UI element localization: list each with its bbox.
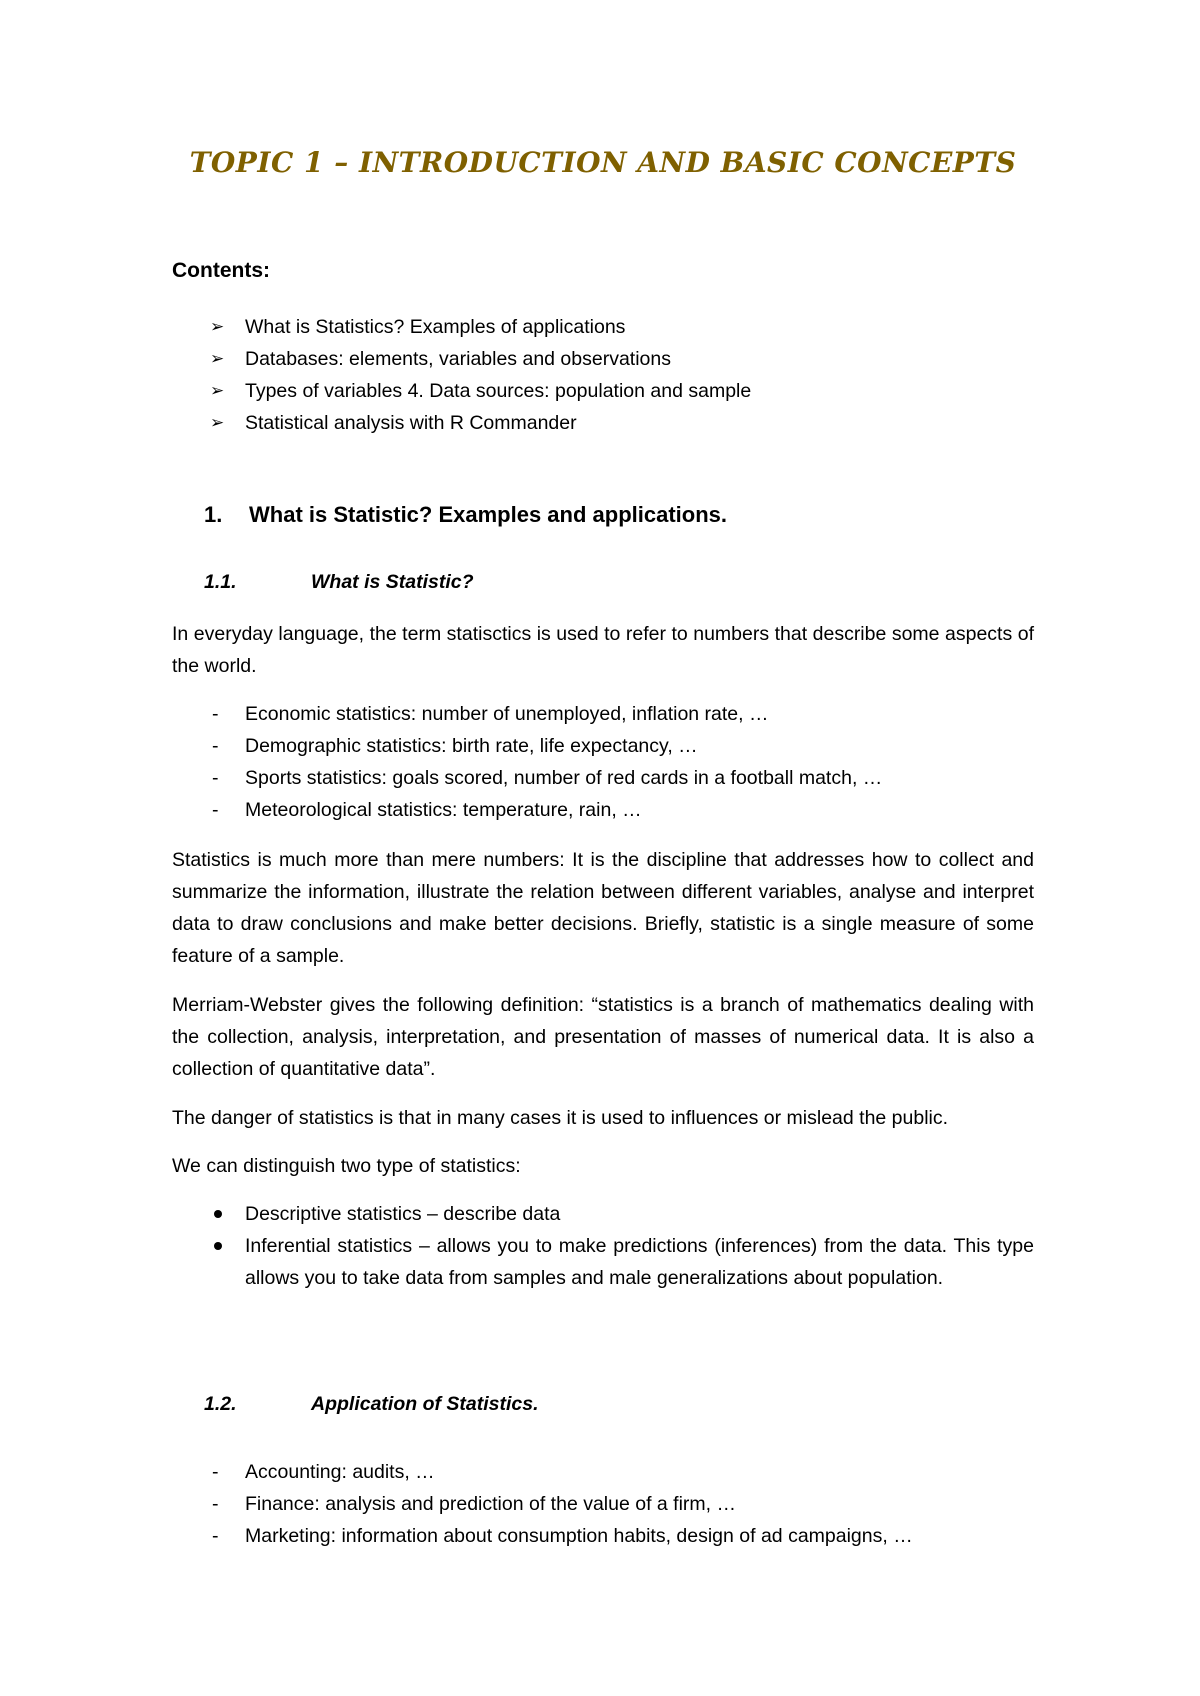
paragraph-distinguish: We can distinguish two type of statistics:	[172, 1155, 521, 1177]
list-item	[172, 698, 882, 730]
list-item-text: Demographic statistics: birth rate, life expectancy, …	[245, 735, 698, 757]
list-item-text: Sports statistics: goals scored, number of red cards in a football match, …	[245, 767, 883, 789]
contents-item	[172, 407, 751, 439]
subsection-1-1-title: What is Statistic?	[311, 571, 474, 593]
contents-item	[172, 343, 751, 375]
dot-bullet-icon	[214, 1210, 222, 1218]
dash-bullet-icon: -	[212, 799, 219, 821]
document-title: TOPIC 1 – INTRODUCTION AND BASIC CONCEPTS	[189, 146, 1017, 179]
list-item-text: Finance: analysis and prediction of the value of a firm, …	[245, 1493, 737, 1515]
contents-list	[172, 311, 751, 439]
list-item-text: Inferential statistics – allows you to make predictions (inferences) from the data. This type allows you to take data from samples and male generalizations about population.	[245, 1235, 1034, 1289]
contents-label: Contents:	[172, 259, 270, 282]
list-item	[172, 1198, 1034, 1230]
contents-item	[172, 375, 751, 407]
list-item-text: Economic statistics: number of unemployed, inflation rate, …	[245, 703, 769, 725]
list-item-text: Descriptive statistics – describe data	[245, 1203, 561, 1225]
section-1-title: What is Statistic? Examples and applications.	[249, 502, 728, 527]
subsection-1-2-title: Application of Statistics.	[311, 1393, 539, 1415]
contents-item	[172, 311, 751, 343]
arrow-bullet-icon: ➢	[210, 381, 225, 400]
applications-list	[172, 1456, 913, 1552]
contents-item-text: Databases: elements, variables and observations	[245, 348, 671, 370]
arrow-bullet-icon: ➢	[210, 317, 225, 336]
contents-item-text: Statistical analysis with R Commander	[245, 412, 577, 434]
list-item	[172, 1520, 913, 1552]
contents-item-text: Types of variables 4. Data sources: population and sample	[245, 380, 752, 402]
list-item-text: Marketing: information about consumption habits, design of ad campaigns, …	[245, 1525, 913, 1547]
list-item	[172, 1456, 913, 1488]
dash-bullet-icon: -	[212, 1525, 219, 1547]
dash-bullet-icon: -	[212, 767, 219, 789]
paragraph-merriam-webster: Merriam-Webster gives the following definition: “statistics is a branch of mathematics dealing with the collection, analysis, interpretation, and presentation of masses of numerical data. It is also a collection of quantitative data”.	[172, 994, 1034, 1080]
dash-bullet-icon: -	[212, 735, 219, 757]
subsection-1-2-heading	[204, 1393, 539, 1416]
list-item	[172, 762, 882, 794]
paragraph-discipline: Statistics is much more than mere numbers: It is the discipline that addresses how to collect and summarize the information, illustrate the relation between different variables, analyse and interpret data to draw conclusions and make better decisions. Briefly, statistic is a single measure of some feature of a sample.	[172, 849, 1034, 967]
arrow-bullet-icon: ➢	[210, 349, 225, 368]
section-1-heading	[204, 502, 727, 528]
section-1-number: 1.	[204, 502, 223, 527]
statistics-types-list	[172, 1198, 1034, 1294]
subsection-1-2-number: 1.2.	[204, 1393, 237, 1415]
list-item-text: Meteorological statistics: temperature, rain, …	[245, 799, 642, 821]
paragraph-danger: The danger of statistics is that in many cases it is used to influences or mislead the public.	[172, 1107, 949, 1129]
dash-bullet-icon: -	[212, 703, 219, 725]
arrow-bullet-icon: ➢	[210, 413, 225, 432]
list-item	[172, 730, 882, 762]
list-item-text: Accounting: audits, …	[245, 1461, 435, 1483]
statistics-examples-list	[172, 698, 882, 826]
list-item	[172, 794, 882, 826]
list-item	[172, 1488, 913, 1520]
dash-bullet-icon: -	[212, 1493, 219, 1515]
dot-bullet-icon	[214, 1242, 222, 1250]
list-item	[172, 1230, 1034, 1294]
subsection-1-1-heading	[204, 571, 474, 594]
subsection-1-1-number: 1.1.	[204, 571, 237, 593]
paragraph-everyday-language: In everyday language, the term statisctics is used to refer to numbers that describe some aspects of the world.	[172, 623, 1034, 677]
contents-item-text: What is Statistics? Examples of applications	[245, 316, 626, 338]
dash-bullet-icon: -	[212, 1461, 219, 1483]
